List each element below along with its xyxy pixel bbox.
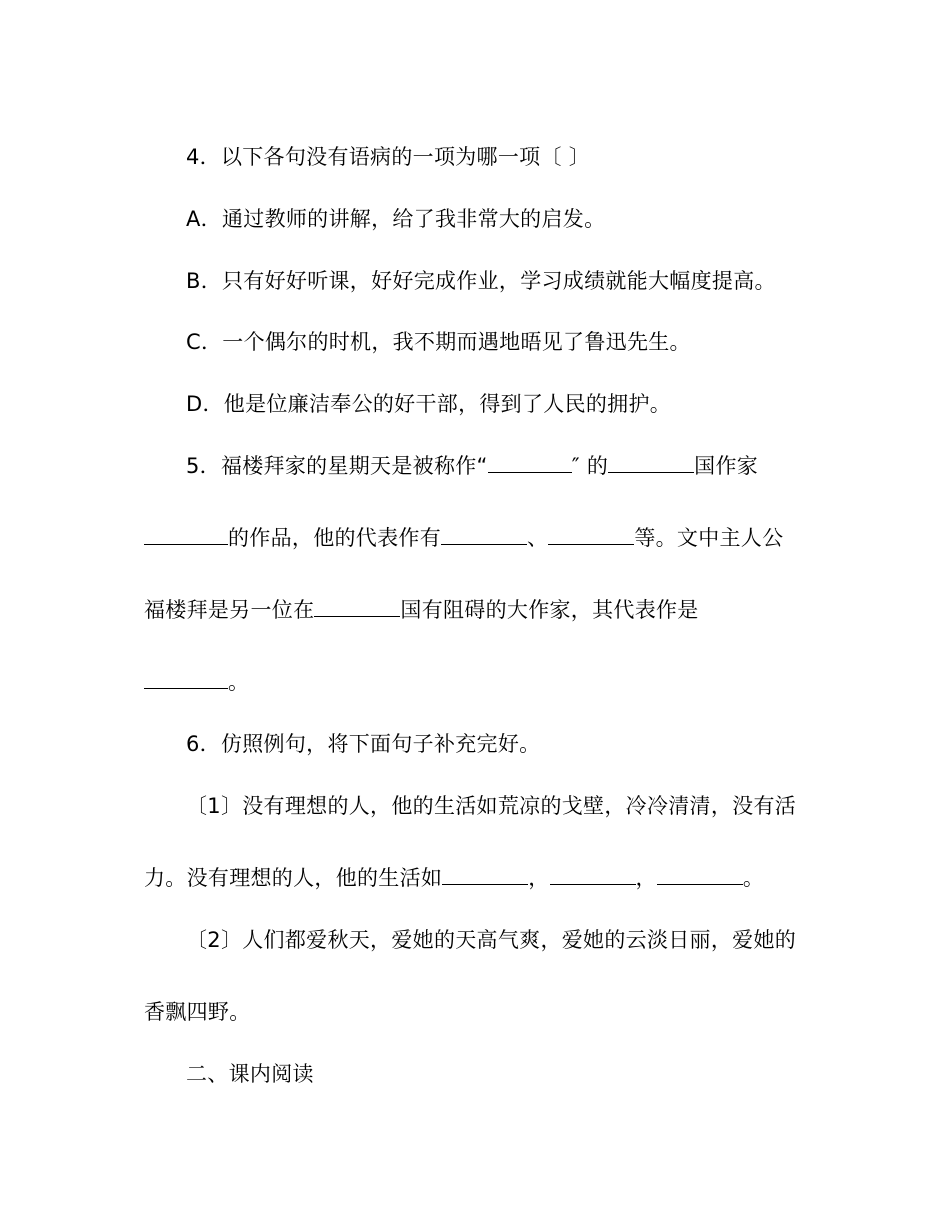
q6-part1-line-1: 〔1〕没有理想的人，他的生活如荒凉的戈壁，冷冷清清，没有活 xyxy=(186,794,797,818)
q5-text: 国作家 xyxy=(694,454,759,478)
q6-text: 力。没有理想的人，他的生活如 xyxy=(144,866,443,890)
fill-blank xyxy=(548,524,634,545)
fill-blank xyxy=(442,864,528,885)
q5-line-2 xyxy=(144,523,783,553)
q5-text: ″ 的 xyxy=(571,454,609,478)
q5-text: 的作品，他的代表作有 xyxy=(228,526,441,550)
q6-part1-line-2 xyxy=(144,863,764,893)
fill-blank xyxy=(144,668,228,689)
fill-blank xyxy=(608,452,694,473)
q4-option-c: C．一个偶尔的时机，我不期而遇地晤见了鲁迅先生。 xyxy=(186,330,691,354)
fill-blank xyxy=(144,524,228,545)
fill-blank xyxy=(441,524,527,545)
q6-stem: 6．仿照例句，将下面句子补充完好。 xyxy=(186,732,541,756)
q5-text: 福楼拜是另一位在 xyxy=(144,598,315,622)
q4-option-a: A．通过教师的讲解，给了我非常大的启发。 xyxy=(186,207,606,231)
q6-text: ， xyxy=(528,866,550,890)
fill-blank xyxy=(550,864,636,885)
fill-blank xyxy=(314,596,400,617)
q5-text: 。 xyxy=(228,670,250,694)
q4-option-b: B．只有好好听课，好好完成作业，学习成绩就能大幅度提高。 xyxy=(186,269,776,293)
q5-text: 等。文中主人公 xyxy=(634,526,784,550)
q5-text: 国有阻碍的大作家，其代表作是 xyxy=(400,598,699,622)
q5-text: 5．福楼拜家的星期天是被称作“ xyxy=(186,454,488,478)
fill-blank xyxy=(657,864,743,885)
q4-option-d: D．他是位廉洁奉公的好干部，得到了人民的拥护。 xyxy=(186,392,672,416)
q6-part2-line-2: 香飘四野。 xyxy=(144,1000,251,1024)
q6-text: 。 xyxy=(742,866,765,890)
fill-blank xyxy=(488,452,572,473)
q5-text: 、 xyxy=(527,526,549,550)
q6-part2-line-1: 〔2〕人们都爱秋天，爱她的天高气爽，爱她的云淡日丽，爱她的 xyxy=(186,928,797,952)
q5-line-4 xyxy=(144,667,249,697)
q4-stem: 4．以下各句没有语病的一项为哪一项〔 〕 xyxy=(186,145,591,169)
q5-line-3 xyxy=(144,595,699,625)
q5-line-1 xyxy=(186,451,758,481)
section-title: 二、课内阅读 xyxy=(186,1062,314,1086)
q6-text: ， xyxy=(635,866,657,890)
